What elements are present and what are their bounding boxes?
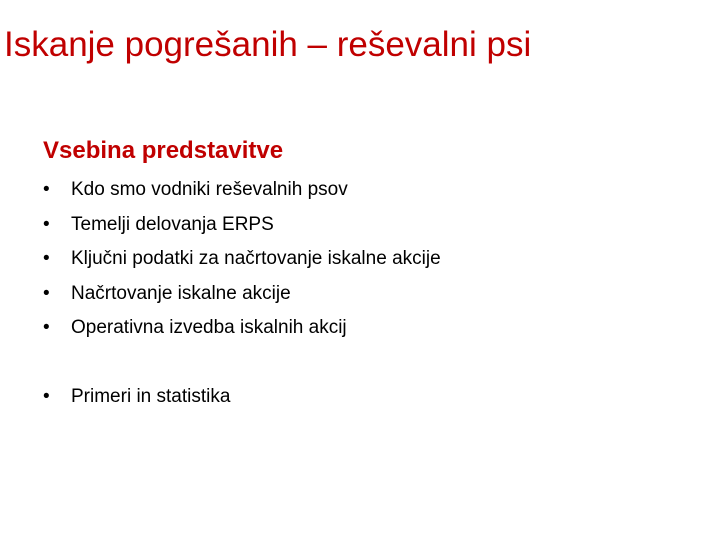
slide-subtitle: Vsebina predstavitve	[43, 137, 284, 164]
list-item-text: Kdo smo vodniki reševalnih psov	[71, 179, 348, 200]
list-item-text: Operativna izvedba iskalnih akcij	[71, 317, 347, 338]
bullet-icon: •	[43, 179, 50, 200]
bullet-icon: •	[43, 213, 50, 235]
list-item-text: Temelji delovanja ERPS	[71, 213, 274, 235]
list-item-text: Primeri in statistika	[71, 386, 231, 407]
bullet-icon: •	[43, 282, 50, 304]
list-item-text: Ključni podatki za načrtovanje iskalne akcije	[71, 248, 441, 269]
bullet-icon: •	[43, 386, 50, 407]
slide-title: Iskanje pogrešanih – reševalni psi	[4, 25, 532, 64]
bullet-icon: •	[43, 248, 50, 269]
list-item-text: Načrtovanje iskalne akcije	[71, 282, 291, 304]
bullet-icon: •	[43, 317, 50, 338]
